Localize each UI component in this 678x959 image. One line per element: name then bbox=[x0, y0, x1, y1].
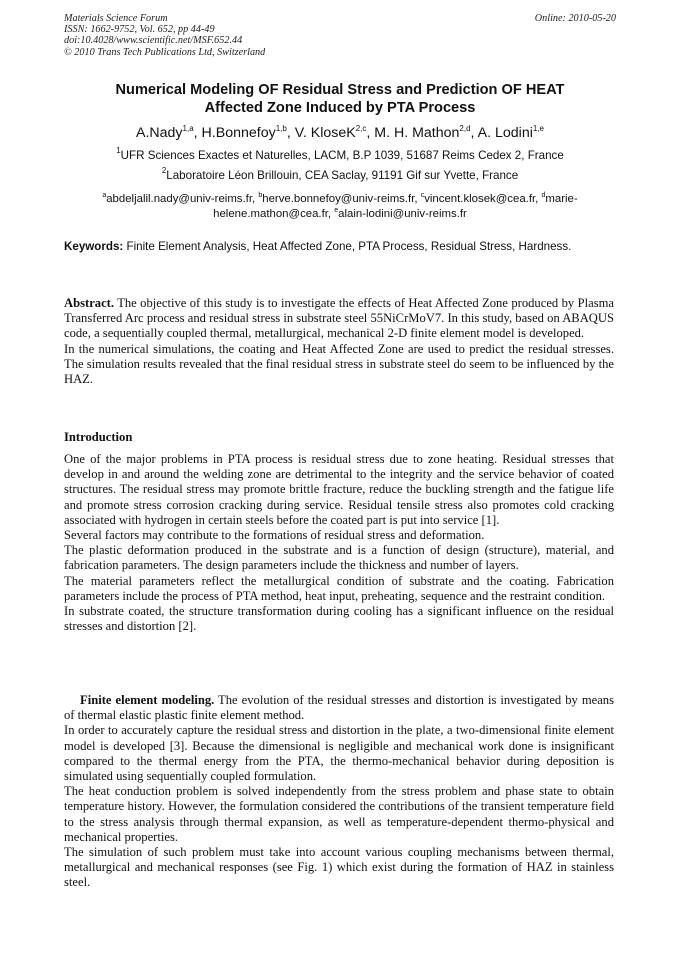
author-sep: , bbox=[286, 125, 295, 141]
copyright-line: © 2010 Trans Tech Publications Ltd, Switzerland bbox=[64, 46, 266, 58]
author-name: A.Nady bbox=[136, 125, 183, 141]
abstract bbox=[64, 296, 614, 387]
email-sup: a bbox=[102, 192, 107, 199]
intro-para-2: Several factors may contribute to the formations of residual stress and deformation. bbox=[64, 528, 485, 543]
author-sup: 1,b bbox=[275, 124, 287, 133]
email-link[interactable]: alain-lodini@univ-reims.fr bbox=[338, 207, 467, 220]
fem-para-4: The simulation of such problem must take into account various coupling mechanisms between thermal, metallurgical and mechanical responses (see Fig. 1) which exist during the formation of HAZ in stainless steel. bbox=[64, 845, 614, 890]
journal-header bbox=[64, 13, 616, 58]
author-name: A. Lodini bbox=[477, 125, 533, 141]
email-sup: c bbox=[420, 192, 425, 199]
author-sep: , bbox=[366, 125, 375, 141]
affiliation-text: UFR Sciences Exactes et Naturelles, LACM, B.P 1039, 51687 Reims Cedex 2, France bbox=[120, 149, 564, 162]
author-name: V. KloseK bbox=[294, 125, 356, 141]
author-list bbox=[64, 124, 616, 142]
email-link[interactable]: vincent.klosek@cea.fr, bbox=[424, 193, 542, 205]
author-sup: 1,e bbox=[532, 124, 544, 133]
affiliation-sup: 1 bbox=[116, 146, 121, 155]
fem-label: Finite element modeling. bbox=[80, 693, 215, 707]
email-sup: e bbox=[334, 206, 339, 214]
abstract-para-1 bbox=[64, 296, 614, 342]
affiliation-text: Laboratoire Léon Brillouin, CEA Saclay, 91191 Gif sur Yvette, France bbox=[166, 169, 519, 182]
fem-section bbox=[64, 693, 614, 891]
fem-para-2: In order to accurately capture the residual stress and distortion in the plate, a two-dimensional finite element model is developed [3]. Because the dimensional is negligible and mechanical work done is insignificant compared to the thermal energy from the PTA, the thermo-mechanical behavior during deposition is simulated using sequentially coupled formulation. bbox=[64, 723, 614, 784]
online-date: Online: 2010-05-20 bbox=[534, 13, 616, 24]
author-name: M. H. Mathon bbox=[374, 125, 460, 141]
title-line-1: Numerical Modeling OF Residual Stress and Prediction OF HEAT bbox=[115, 82, 565, 98]
author-sep: , bbox=[193, 125, 202, 141]
intro-para-1: One of the major problems in PTA process is residual stress due to zone heating. Residual stresses that develop in and around the welding zone are detrimental to the integrity and the service behavior of coated structures. The residual stress may promote brittle fracture, reduce the buckling strength and the fatigue life and promote stress corrosion cracking during service. Residual tensile stress also promotes cold cracking associated with hydrogen in certain steels before the coated part is put into service [1]. bbox=[64, 452, 614, 527]
email-link[interactable]: abdeljalil.nady@univ-reims.fr, bbox=[106, 193, 259, 205]
doi-line: doi:10.4028/www.scientific.net/MSF.652.44 bbox=[64, 35, 243, 47]
intro-para-4: The material parameters reflect the metallurgical condition of substrate and the coating. Fabrication parameters include the process of PTA method, heat input, preheating, sequence and the restraint condition. bbox=[64, 573, 614, 603]
title-line-2: Affected Zone Induced by PTA Process bbox=[204, 99, 476, 116]
author-sep: , bbox=[470, 125, 478, 141]
keywords bbox=[64, 240, 614, 254]
paper-title bbox=[64, 82, 616, 117]
abstract-para-2: In the numerical simulations, the coating and Heat Affected Zone are used to predict the residual stresses. The simulation results revealed that the final residual stress in substrate steel do seem to be influenced by the HAZ. bbox=[64, 341, 614, 387]
intro-para-5: In substrate coated, the structure transformation during cooling has a significant influence on the residual stresses and distortion [2]. bbox=[64, 604, 614, 634]
affiliation-sup: 2 bbox=[161, 166, 167, 175]
affiliation-1 bbox=[64, 146, 616, 163]
fem-para-3: The heat conduction problem is solved independently from the stress problem and phase state to obtain temperature history. However, the formulation considered the contributions of the transient temperature field to the stress analysis through thermal expansion, as well as temperature-dependent thermo-physical and mechanical properties. bbox=[64, 784, 614, 844]
email-sup: d bbox=[541, 192, 546, 199]
author-sup: 1,a bbox=[182, 124, 194, 133]
issn-line: ISSN: 1662-9752, Vol. 652, pp 44-49 bbox=[64, 24, 215, 36]
email-link[interactable]: herve.bonnefoy@univ-reims.fr, bbox=[262, 193, 421, 205]
fem-para-1 bbox=[64, 693, 614, 723]
keywords-text: Finite Element Analysis, Heat Affected Zone, PTA Process, Residual Stress, Hardness. bbox=[123, 240, 572, 253]
author-sup: 2,c bbox=[355, 124, 367, 133]
email-link[interactable]: marie-helene.mathon@cea.fr, bbox=[213, 193, 578, 220]
abstract-text: The objective of this study is to investigate the effects of Heat Affected Zone produced by Plasma Transferred Arc process and residual stress in substrate steel 55NiCrMoV7. In this study, based on ABAQUS code, a sequentially coupled thermal, metallurgical, mechanical 2-D finite element model is developed. bbox=[64, 296, 614, 341]
fem-text: The evolution of the residual stresses and distortion is investigated by means of thermal elastic plastic finite element method. bbox=[64, 693, 614, 723]
introduction-body bbox=[64, 452, 614, 634]
keywords-label: Keywords: bbox=[64, 240, 124, 253]
author-emails bbox=[64, 192, 616, 221]
intro-para-3: The plastic deformation produced in the substrate and is a function of design (structure), material, and fabrication parameters. The design parameters include the thickness and number of layers. bbox=[64, 543, 614, 573]
introduction-heading: Introduction bbox=[64, 430, 133, 444]
affiliation-2 bbox=[64, 166, 616, 183]
abstract-label: Abstract. bbox=[64, 296, 115, 310]
journal-name: Materials Science Forum bbox=[64, 13, 168, 24]
author-name: H.Bonnefoy bbox=[201, 125, 276, 141]
author-sup: 2,d bbox=[459, 124, 471, 133]
email-sup: b bbox=[258, 192, 263, 199]
